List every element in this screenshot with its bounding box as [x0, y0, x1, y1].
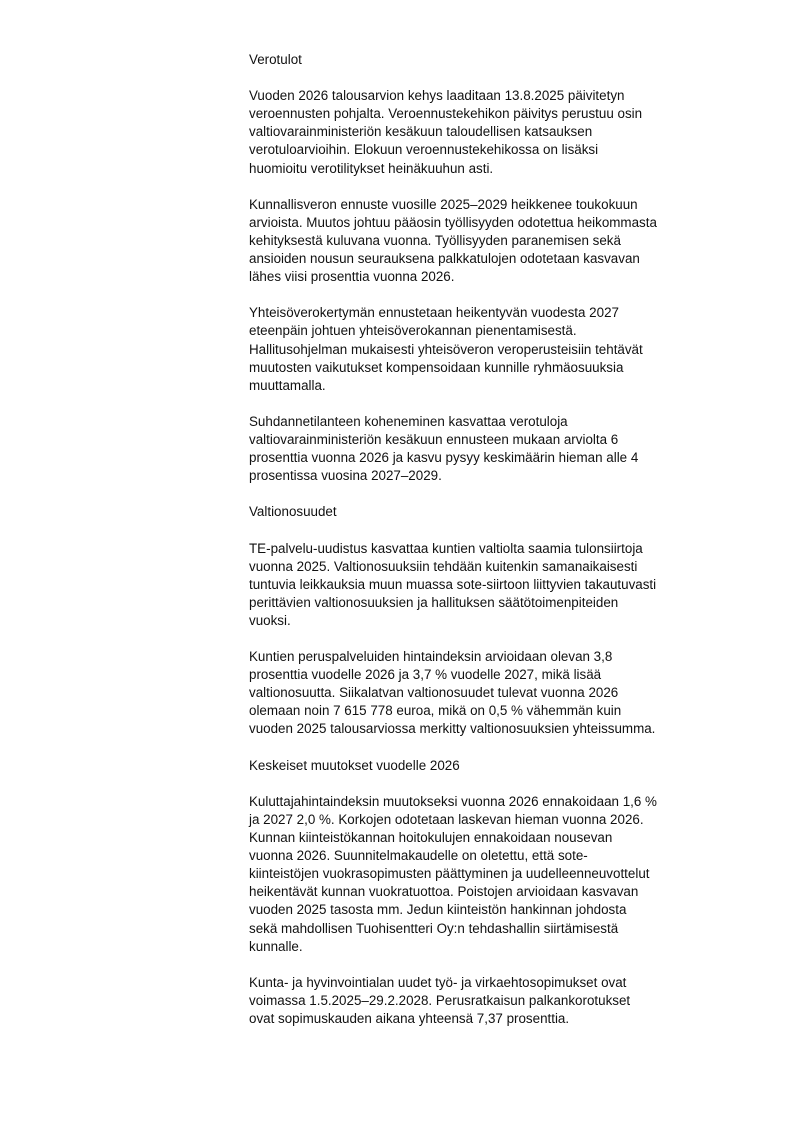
paragraph	[249, 648, 739, 738]
paragraph-line: sekä mahdollisen Tuohisentteri Oy:n tehdashallin siirtämisestä	[249, 920, 619, 936]
paragraph-line: prosenttia vuodelle 2026 ja 3,7 % vuodelle 2027, mikä lisää	[249, 667, 602, 683]
paragraph-line: valtiovarainministeriön kesäkuun taloudellisen katsauksen	[249, 124, 593, 140]
paragraph-line: TE-palvelu-uudistus kasvattaa kuntien valtiolta saamia tulonsiirtoja	[249, 540, 643, 556]
paragraph-line: verotuloarvioihin. Elokuun veroennustekehikossa on lisäksi	[249, 142, 599, 158]
paragraph-line: vuoksi.	[249, 612, 291, 628]
paragraph-line: perittävien valtionosuuksien ja hallituksen säätötoimenpiteiden	[249, 594, 619, 610]
paragraph-line: heikentävät kunnan vuokratuottoa. Poistojen arvioidaan kasvavan	[249, 884, 639, 900]
paragraph-line: Kunta- ja hyvinvointialan uudet työ- ja virkaehtosopimukset ovat	[249, 974, 627, 990]
paragraph-line: kunnalle.	[249, 938, 303, 954]
paragraph-line: Hallitusohjelman mukaisesti yhteisöveron veroperusteisiin tehtävät	[249, 341, 643, 357]
paragraph-line: Vuoden 2026 talousarvion kehys laaditaan 13.8.2025 päivitetyn	[249, 88, 625, 104]
paragraph-line: ansioiden nousun seurauksena palkkatulojen odotetaan kasvavan	[249, 251, 640, 267]
paragraph-line: kiinteistöjen vuokrasopimusten päättyminen ja uudelleenneuvottelut	[249, 866, 650, 882]
paragraph-line: Yhteisöverokertymän ennustetaan heikentyvän vuodesta 2027	[249, 305, 619, 321]
paragraph-line: vuoden 2025 talousarviossa merkitty valtionosuuksien yhteissumma.	[249, 721, 656, 737]
paragraph	[249, 540, 739, 630]
paragraph-line: Suhdannetilanteen koheneminen kasvattaa verotuloja	[249, 413, 568, 429]
paragraph-line: arvioista. Muutos johtuu pääosin työllisyyden odotettua heikommasta	[249, 214, 657, 230]
paragraph-line: eteenpäin johtuen yhteisöverokannan pienentamisestä.	[249, 323, 577, 339]
paragraph-line: kehityksestä kuluvana vuonna. Työllisyyden paranemisen sekä	[249, 232, 621, 248]
paragraph	[249, 196, 739, 286]
paragraph-line: vuonna 2026. Suunnitelmakaudelle on oletettu, että sote-	[249, 848, 588, 864]
section-heading	[249, 503, 739, 521]
paragraph-line: ovat sopimuskauden aikana yhteensä 7,37 prosenttia.	[249, 1010, 570, 1026]
paragraph	[249, 87, 739, 177]
paragraph-line: muutosten vaikutukset kompensoidaan kunnille ryhmäosuuksia	[249, 359, 624, 375]
paragraph	[249, 304, 739, 394]
paragraph-line: vuonna 2025. Valtionosuuksiin tehdään kuitenkin samanaikaisesti	[249, 558, 638, 574]
paragraph-line: prosenttia vuonna 2026 ja kasvu pysyy keskimäärin hieman alle 4	[249, 450, 639, 466]
paragraph-line: olemaan noin 7 615 778 euroa, mikä on 0,5 % vähemmän kuin	[249, 703, 622, 719]
paragraph	[249, 413, 739, 485]
paragraph-line: Kuluttajahintaindeksin muutokseksi vuonna 2026 ennakoidaan 1,6 %	[249, 793, 657, 809]
paragraph-line: valtionosuutta. Siikalatvan valtionosuudet tulevat vuonna 2026	[249, 685, 619, 701]
paragraph-line: veroennusten pohjalta. Veroennustekehikon päivitys perustuu osin	[249, 106, 643, 122]
paragraph-line: vuoden 2025 tasosta mm. Jedun kiinteistön hankinnan johdosta	[249, 902, 627, 918]
section-heading-text: Valtionosuudet	[249, 504, 337, 520]
paragraph-line: valtiovarainministeriön kesäkuun ennusteen mukaan arviolta 6	[249, 431, 619, 447]
paragraph-line: muuttamalla.	[249, 377, 326, 393]
paragraph-line: tuntuvia leikkauksia muun muassa sote-siirtoon liittyvien takautuvasti	[249, 576, 657, 592]
document-body	[249, 51, 739, 1046]
paragraph-line: Kuntien peruspalveluiden hintaindeksin arvioidaan olevan 3,8	[249, 649, 613, 665]
paragraph-line: voimassa 1.5.2025–29.2.2028. Perusratkaisun palkankorotukset	[249, 992, 631, 1008]
section-heading-text: Keskeiset muutokset vuodelle 2026	[249, 757, 460, 773]
paragraph	[249, 793, 739, 956]
paragraph-line: huomioitu verotilitykset heinäkuuhun asti.	[249, 160, 494, 176]
paragraph-line: Kunnan kiinteistökannan hoitokulujen ennakoidaan nousevan	[249, 830, 613, 846]
section-heading-text: Verotulot	[249, 52, 302, 67]
section-heading	[249, 51, 739, 69]
paragraph-line: prosentissa vuosina 2027–2029.	[249, 468, 442, 484]
paragraph-line: Kunnallisveron ennuste vuosille 2025–2029 heikkenee toukokuun	[249, 196, 638, 212]
paragraph	[249, 974, 739, 1028]
paragraph-line: lähes viisi prosenttia vuonna 2026.	[249, 269, 455, 285]
section-heading	[249, 757, 739, 775]
paragraph-line: ja 2027 2,0 %. Korkojen odotetaan laskevan hieman vuonna 2026.	[249, 811, 644, 827]
